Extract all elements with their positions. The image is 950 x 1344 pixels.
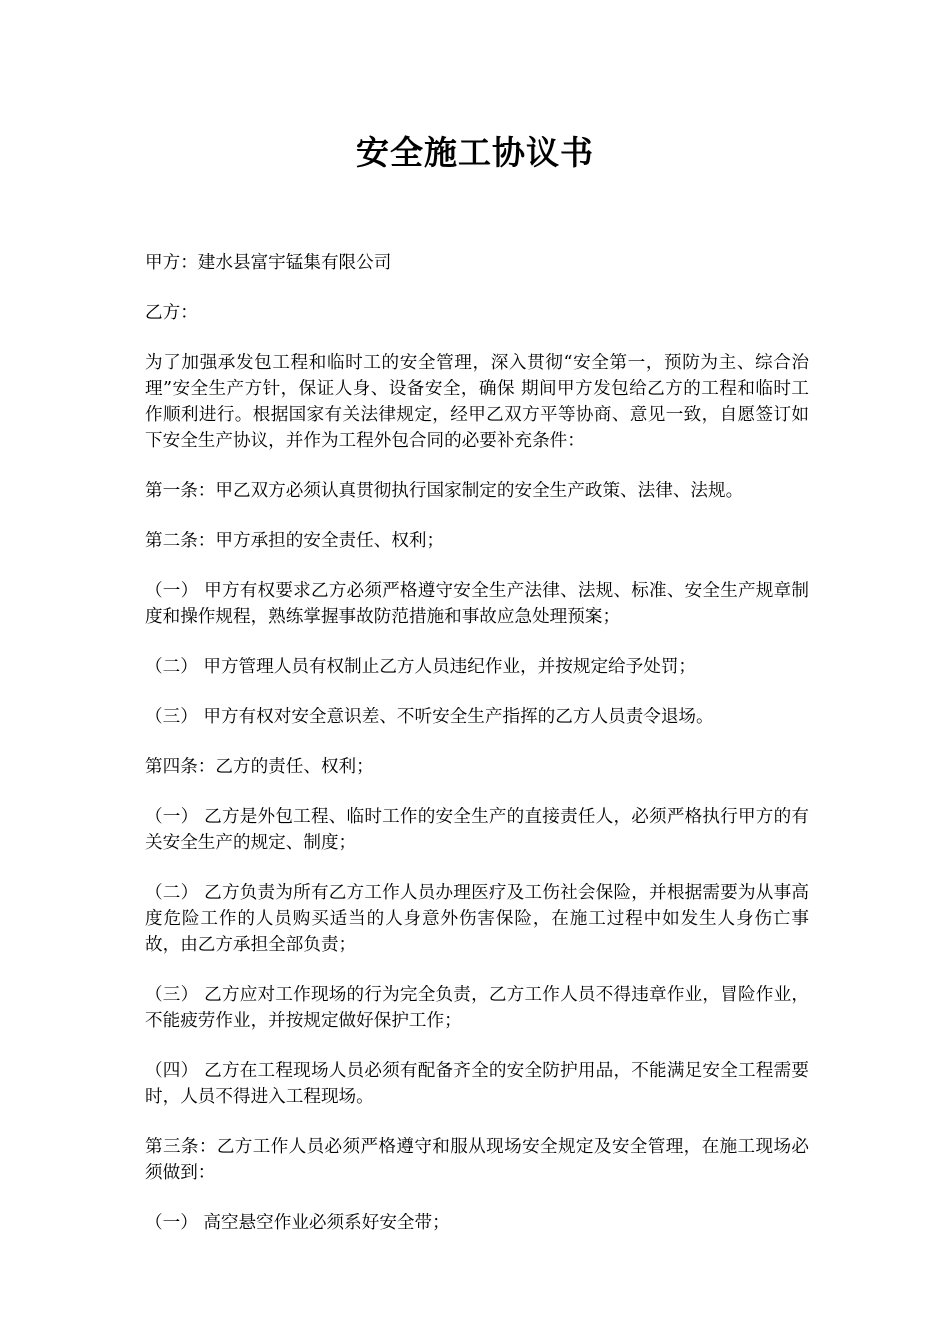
article-4-item-3: （三） 乙方应对工作现场的行为完全负责，乙方工作人员不得违章作业，冒险作业，不能疲劳作业，并按规定做好保护工作； [145, 985, 809, 1031]
article-2-item-3: （三） 甲方有权对安全意识差、不听安全生产指挥的乙方人员责令退场。 [145, 707, 714, 727]
article-3-item-1: （一） 高空悬空作业必须系好安全带； [145, 1213, 450, 1233]
article-4-item-2: （二） 乙方负责为所有乙方工作人员办理医疗及工伤社会保险，并根据需要为从事高度危险工作的人员购买适当的人身意外伤害保险，在施工过程中如发生人身伤亡事故，由乙方承担全部负责； [145, 883, 809, 955]
party-b: 乙方： [145, 303, 198, 323]
party-a: 甲方：建水县富宇锰集有限公司 [145, 253, 392, 273]
document-title: 安全施工协议书 [356, 133, 594, 172]
article-4-item-4: （四） 乙方在工程现场人员必须有配备齐全的安全防护用品，不能满足安全工程需要时，人员不得进入工程现场。 [145, 1061, 809, 1107]
article-4-item-1: （一） 乙方是外包工程、临时工作的安全生产的直接责任人，必须严格执行甲方的有关安全生产的规定、制度； [145, 807, 809, 853]
article-3-heading: 第三条：乙方工作人员必须严格遵守和服从现场安全规定及安全管理，在施工现场必须做到： [145, 1137, 809, 1183]
preamble: 为了加强承发包工程和临时工的安全管理，深入贯彻“安全第一，预防为主、综合治理”安全生产方针，保证人身、设备安全，确保 期间甲方发包给乙方的工程和临时工作顺利进行。根据国家有关法律规定，经甲乙双方平等协商、意见一致，自愿签订如下安全生产协议，并作为工程外包合同的必要补充条件： [145, 353, 809, 451]
document-body [145, 250, 809, 1260]
article-1: 第一条：甲乙双方必须认真贯彻执行国家制定的安全生产政策、法律、法规。 [145, 481, 744, 501]
article-2-item-1: （一） 甲方有权要求乙方必须严格遵守安全生产法律、法规、标准、安全生产规章制度和操作规程，熟练掌握事故防范措施和事故应急处理预案； [145, 581, 809, 627]
article-4-heading: 第四条：乙方的责任、权利； [145, 757, 374, 777]
article-2-item-2: （二） 甲方管理人员有权制止乙方人员违纪作业，并按规定给予处罚； [145, 657, 697, 677]
article-2-heading: 第二条：甲方承担的安全责任、权利； [145, 531, 445, 551]
